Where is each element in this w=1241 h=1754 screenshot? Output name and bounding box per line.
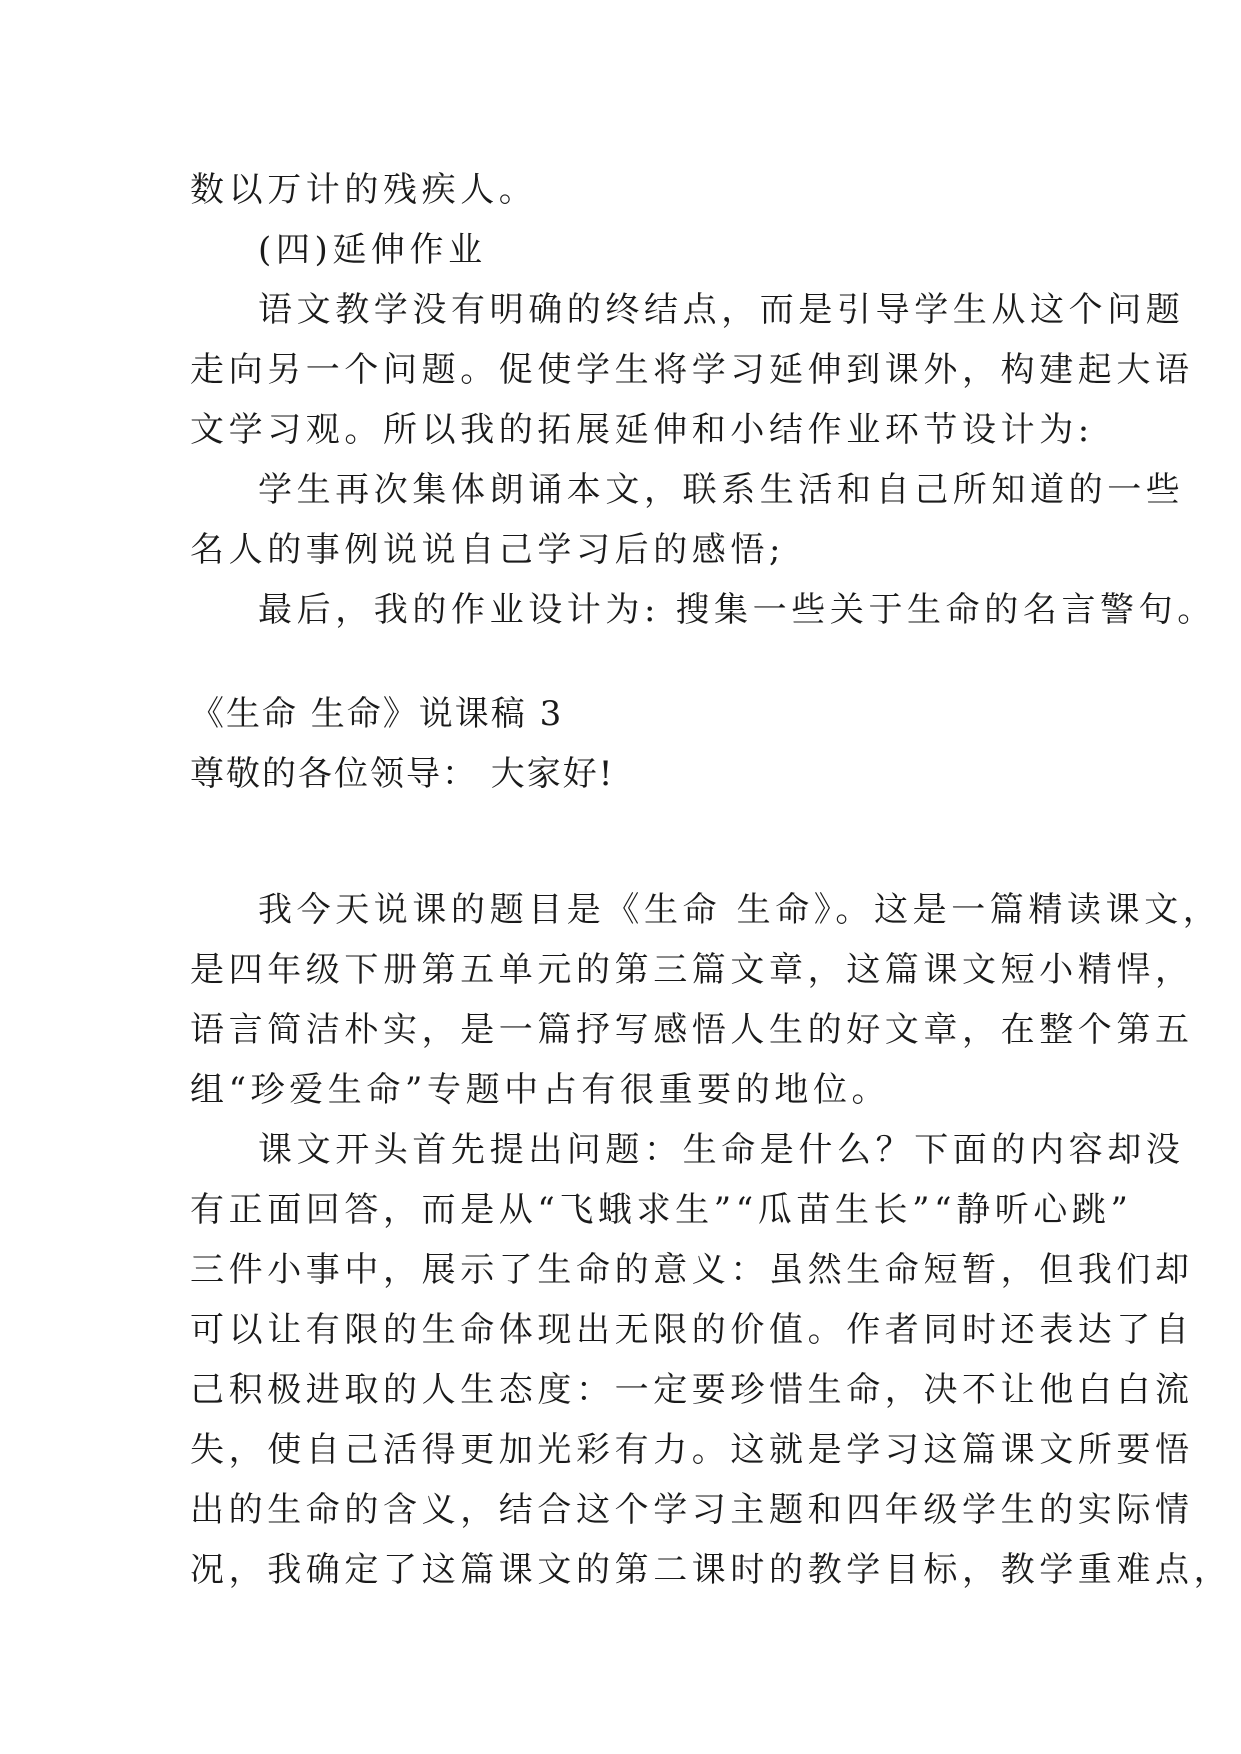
- paragraph-line: 语言简洁朴实，是一篇抒写感悟人生的好文章，在整个第五: [190, 1010, 1194, 1050]
- paragraph-line: 可以让有限的生命体现出无限的价值。作者同时还表达了自: [190, 1310, 1194, 1350]
- paragraph-line: 数以万计的残疾人。: [190, 170, 538, 210]
- paragraph-line: 己积极进取的人生态度：一定要珍惜生命，决不让他白白流: [190, 1370, 1194, 1410]
- paragraph-line: 出的生命的含义，结合这个学习主题和四年级学生的实际情: [190, 1490, 1194, 1530]
- paragraph-line: 是四年级下册第五单元的第三篇文章，这篇课文短小精悍，: [190, 950, 1194, 990]
- paragraph-line: 最后，我的作业设计为: 搜集一些关于生命的名言警句。: [258, 590, 1216, 630]
- paragraph-line: 学生再次集体朗诵本文，联系生活和自己所知道的一些: [258, 470, 1185, 510]
- paragraph-line: 走向另一个问题。促使学生将学习延伸到课外，构建起大语: [190, 350, 1194, 390]
- paragraph-line: 组“珍爱生命”专题中占有很重要的地位。: [190, 1070, 891, 1110]
- paragraph-line: 语文教学没有明确的终结点，而是引导学生从这个问题: [258, 290, 1185, 330]
- document-title: 《生命 生命》说课稿 3: [190, 694, 564, 734]
- paragraph-line: 有正面回答，而是从“飞蛾求生”“瓜苗生长”“静听心跳”: [190, 1190, 1133, 1230]
- paragraph-line: 名人的事例说说自己学习后的感悟;: [190, 530, 786, 570]
- section-heading: (四)延伸作业: [258, 230, 487, 270]
- greeting-line: 尊敬的各位领导： 大家好!: [190, 754, 615, 794]
- paragraph-line: 况，我确定了这篇课文的第二课时的教学目标，教学重难点，: [190, 1550, 1233, 1590]
- paragraph-line: 文学习观。所以我的拓展延伸和小结作业环节设计为:: [190, 410, 1094, 450]
- paragraph-line: 我今天说课的题目是《生命 生命》。这是一篇精读课文，: [258, 890, 1222, 930]
- paragraph-line: 失，使自己活得更加光彩有力。这就是学习这篇课文所要悟: [190, 1430, 1194, 1470]
- paragraph-line: 课文开头首先提出问题：生命是什么？下面的内容却没: [258, 1130, 1185, 1170]
- paragraph-line: 三件小事中，展示了生命的意义：虽然生命短暂，但我们却: [190, 1250, 1194, 1290]
